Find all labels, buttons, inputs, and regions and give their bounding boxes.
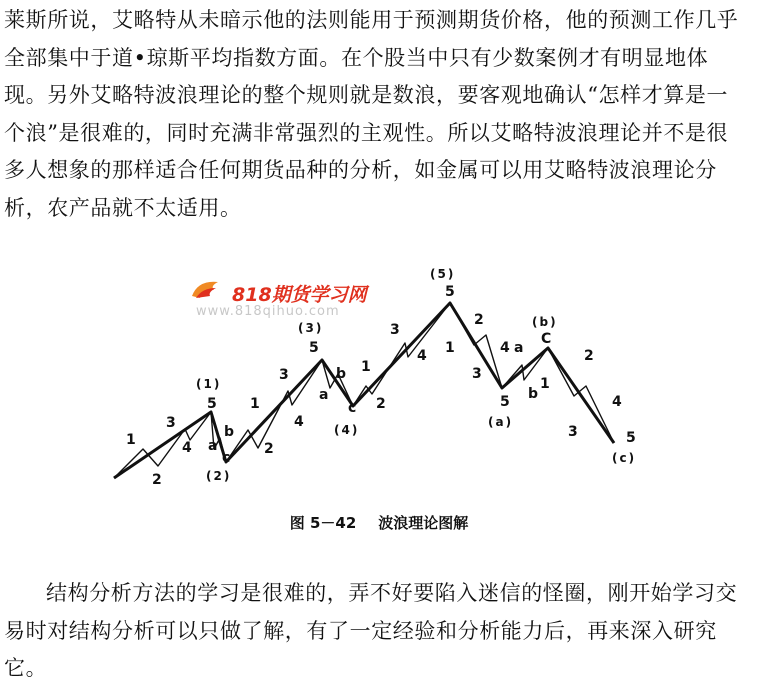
elliott-wave-figure bbox=[100, 262, 680, 488]
label-wc-3: 3 bbox=[568, 424, 578, 440]
label-wa-1: 1 bbox=[445, 340, 455, 356]
label-wa-3: 3 bbox=[472, 366, 482, 382]
figure-caption bbox=[0, 512, 758, 533]
label-wa-4: 4 bbox=[500, 340, 510, 356]
label-w1-a: a bbox=[208, 438, 218, 454]
label-w3-2: 2 bbox=[264, 441, 274, 457]
label-wc-2: 2 bbox=[584, 348, 594, 364]
paragraph-bottom: 结构分析方法的学习是很难的，弄不好要陷入迷信的怪圈，刚开始学习交易时对结构分析可以只做了解，有了一定经验和分析能力后，再来深入研究它。 bbox=[4, 581, 738, 680]
label-w1-2: 2 bbox=[152, 472, 162, 488]
label-w1-5: 5 bbox=[207, 396, 217, 412]
label-w5-3: 3 bbox=[390, 322, 400, 338]
label-pb: (b) bbox=[532, 315, 558, 329]
logo-url: www.818qihuo.com bbox=[196, 304, 340, 319]
logo-text: 818期货学习网 bbox=[232, 284, 367, 306]
label-w3-a: a bbox=[319, 387, 329, 403]
label-w1-c: c bbox=[222, 450, 231, 466]
label-p2: (2) bbox=[206, 469, 232, 483]
label-w5-5: 5 bbox=[445, 284, 455, 300]
label-w3-c: c bbox=[348, 400, 357, 416]
label-w1-b: b bbox=[224, 424, 235, 440]
label-p3: (3) bbox=[298, 321, 324, 335]
label-wc-1: 1 bbox=[540, 376, 550, 392]
label-wc-C: C bbox=[541, 331, 552, 347]
label-w3-b: b bbox=[336, 366, 347, 382]
label-wc-4: 4 bbox=[612, 394, 622, 410]
label-w5-2: 2 bbox=[376, 396, 386, 412]
paragraph-top: 莱斯所说，艾略特从未暗示他的法则能用于预测期货价格，他的预测工作几乎全部集中于道•琼斯平均指数方面。在个股当中只有少数案例才有明显地体现。另外艾略特波浪理论的整个规则就是数浪，要客观地确认“怎样才算是一个浪”是很难的，同时充满非常强烈的主观性。所以艾略特波浪理论并不是很多人想象的那样适合任何期货品种的分析，如金属可以用艾略特波浪理论分析，农产品就不太适用。 bbox=[4, 8, 739, 220]
label-w3-5: 5 bbox=[309, 340, 319, 356]
label-w1-4: 4 bbox=[182, 440, 192, 456]
wave-diagram bbox=[100, 262, 680, 488]
label-w1-3: 3 bbox=[166, 415, 176, 431]
label-w3-4: 4 bbox=[294, 414, 304, 430]
label-w3-3: 3 bbox=[279, 367, 289, 383]
label-wa-2: 2 bbox=[474, 312, 484, 328]
label-pc: (c) bbox=[612, 451, 637, 465]
label-w3-1: 1 bbox=[250, 396, 260, 412]
label-pa: (a) bbox=[488, 415, 514, 429]
label-p5: (5) bbox=[430, 267, 456, 281]
label-p4: (4) bbox=[334, 423, 360, 437]
label-wa-5: 5 bbox=[500, 394, 510, 410]
caption-title: 波浪理论图解 bbox=[378, 514, 469, 532]
label-wa-b: b bbox=[528, 386, 539, 402]
label-p1: (1) bbox=[196, 377, 222, 391]
caption-number: 图 5－42 bbox=[289, 514, 357, 532]
label-w5-1: 1 bbox=[361, 359, 371, 375]
label-w1-1: 1 bbox=[126, 432, 136, 448]
label-wa-a: a bbox=[514, 340, 524, 356]
label-w5-4: 4 bbox=[417, 348, 427, 364]
label-wc-5: 5 bbox=[626, 430, 636, 446]
